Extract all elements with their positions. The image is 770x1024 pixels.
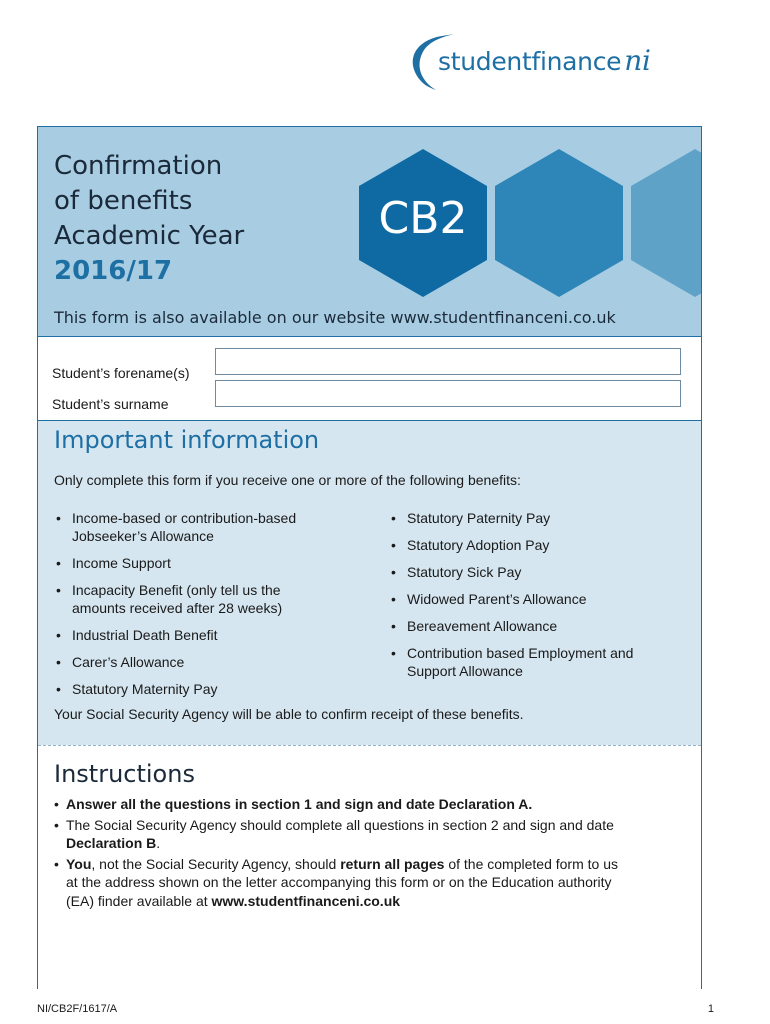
important-heading: Important information [54,426,320,454]
benefit-item [54,626,296,644]
benefit-item-text: Jobseeker’s Allowance [72,528,214,544]
benefit-item-text: Support Allowance [407,663,523,679]
benefit-item-text: • Statutory Sick Pay [407,564,522,580]
page-number: 1 [707,1003,714,1015]
instruction-text: of the completed form to us [444,855,618,872]
benefit-item [389,644,633,680]
benefit-item [54,509,296,545]
instructions-list [54,795,694,912]
academic-year: 2016/17 [54,256,173,286]
instruction-line [66,873,694,892]
instruction-line [66,834,694,853]
instruction-bold-text: www.studentfinanceni.co.uk [211,892,401,909]
studentfinance-ni-logo [402,30,702,92]
hex-middle-shape [495,149,623,297]
instructions-section [38,745,701,989]
instruction-text: at the address shown on the letter accompanying this form or on the Education authority [66,874,612,890]
instruction-text: . [156,835,161,851]
important-intro: Only complete this form if you receive one or more of the following benefits: [54,472,521,488]
instruction-line [66,816,694,835]
benefit-item-text: • Industrial Death Benefit [72,627,218,643]
benefit-item [389,536,633,554]
forename-field[interactable] [215,348,681,375]
benefits-list-left [54,509,296,707]
title-line-1: Confirmation [54,151,223,181]
benefit-item-text: • Income-based or contribution-based [72,510,297,526]
instruction-text: , not the Social Security Agency, should [91,855,341,872]
important-information-section [38,420,701,746]
benefit-item [389,590,633,608]
student-details [38,336,701,421]
instruction-bold-text: You [66,855,92,872]
benefit-item-text: • Incapacity Benefit (only tell us the [72,582,281,598]
benefit-item-text: • Statutory Adoption Pay [407,537,550,553]
logo-ni-text: ni [624,44,651,77]
forename-label: Student’s forename(s) [52,365,190,381]
surname-label: Student’s surname [52,396,169,412]
benefit-item-text: amounts received after 28 weeks) [72,600,283,616]
form-header [38,127,701,336]
benefit-item [389,563,633,581]
instruction-item [54,795,694,814]
form-code: CB2 [378,193,468,244]
surname-field[interactable] [215,380,681,407]
benefit-item-text: • Statutory Paternity Pay [407,510,551,526]
benefit-item [54,680,296,698]
benefits-list-right [389,509,633,689]
benefit-item [54,554,296,572]
important-outro: Your Social Security Agency will be able to confirm receipt of these benefits. [54,706,524,722]
benefit-item [389,509,633,527]
instruction-item [54,816,694,853]
logo-main-text: studentfinance [438,47,622,76]
benefit-item-text: • Bereavement Allowance [407,618,558,634]
benefit-item-text: • Carer’s Allowance [72,654,185,670]
benefit-item-text: • Income Support [72,555,171,571]
title-line-3: Academic Year [54,221,245,251]
form-title [54,149,244,289]
instruction-bold-text: Declaration B [66,835,157,851]
logo-wordmark [438,44,651,77]
instruction-item [54,855,694,911]
instruction-bold-text: Answer all the questions in section 1 and sign and date Declaration A. [66,796,533,812]
instruction-line [66,855,694,874]
hex-right-shape [631,149,701,297]
bullet-icon: • [54,796,59,812]
benefit-item [389,617,633,635]
instruction-text: (EA) finder available at [66,892,212,909]
instruction-text: The Social Security Agency should complete all questions in section 2 and sign and date [66,816,614,833]
benefit-item-text: • Widowed Parent’s Allowance [407,591,587,607]
instruction-bold-text: return all pages [340,855,445,872]
instructions-heading: Instructions [54,760,195,788]
benefit-item-text: • Contribution based Employment and [407,645,634,661]
title-line-2: of benefits [54,186,193,216]
website-note: This form is also available on our website www.studentfinanceni.co.uk [54,308,616,327]
form-frame [37,126,702,989]
instruction-line [66,795,694,814]
benefit-item [54,581,296,617]
instruction-line [66,892,694,911]
form-reference: NI/CB2F/1617/A [37,1003,118,1015]
benefit-item [54,653,296,671]
bullet-icon: • [54,816,59,833]
bullet-icon: • [54,855,59,872]
benefit-item-text: • Statutory Maternity Pay [72,681,218,697]
